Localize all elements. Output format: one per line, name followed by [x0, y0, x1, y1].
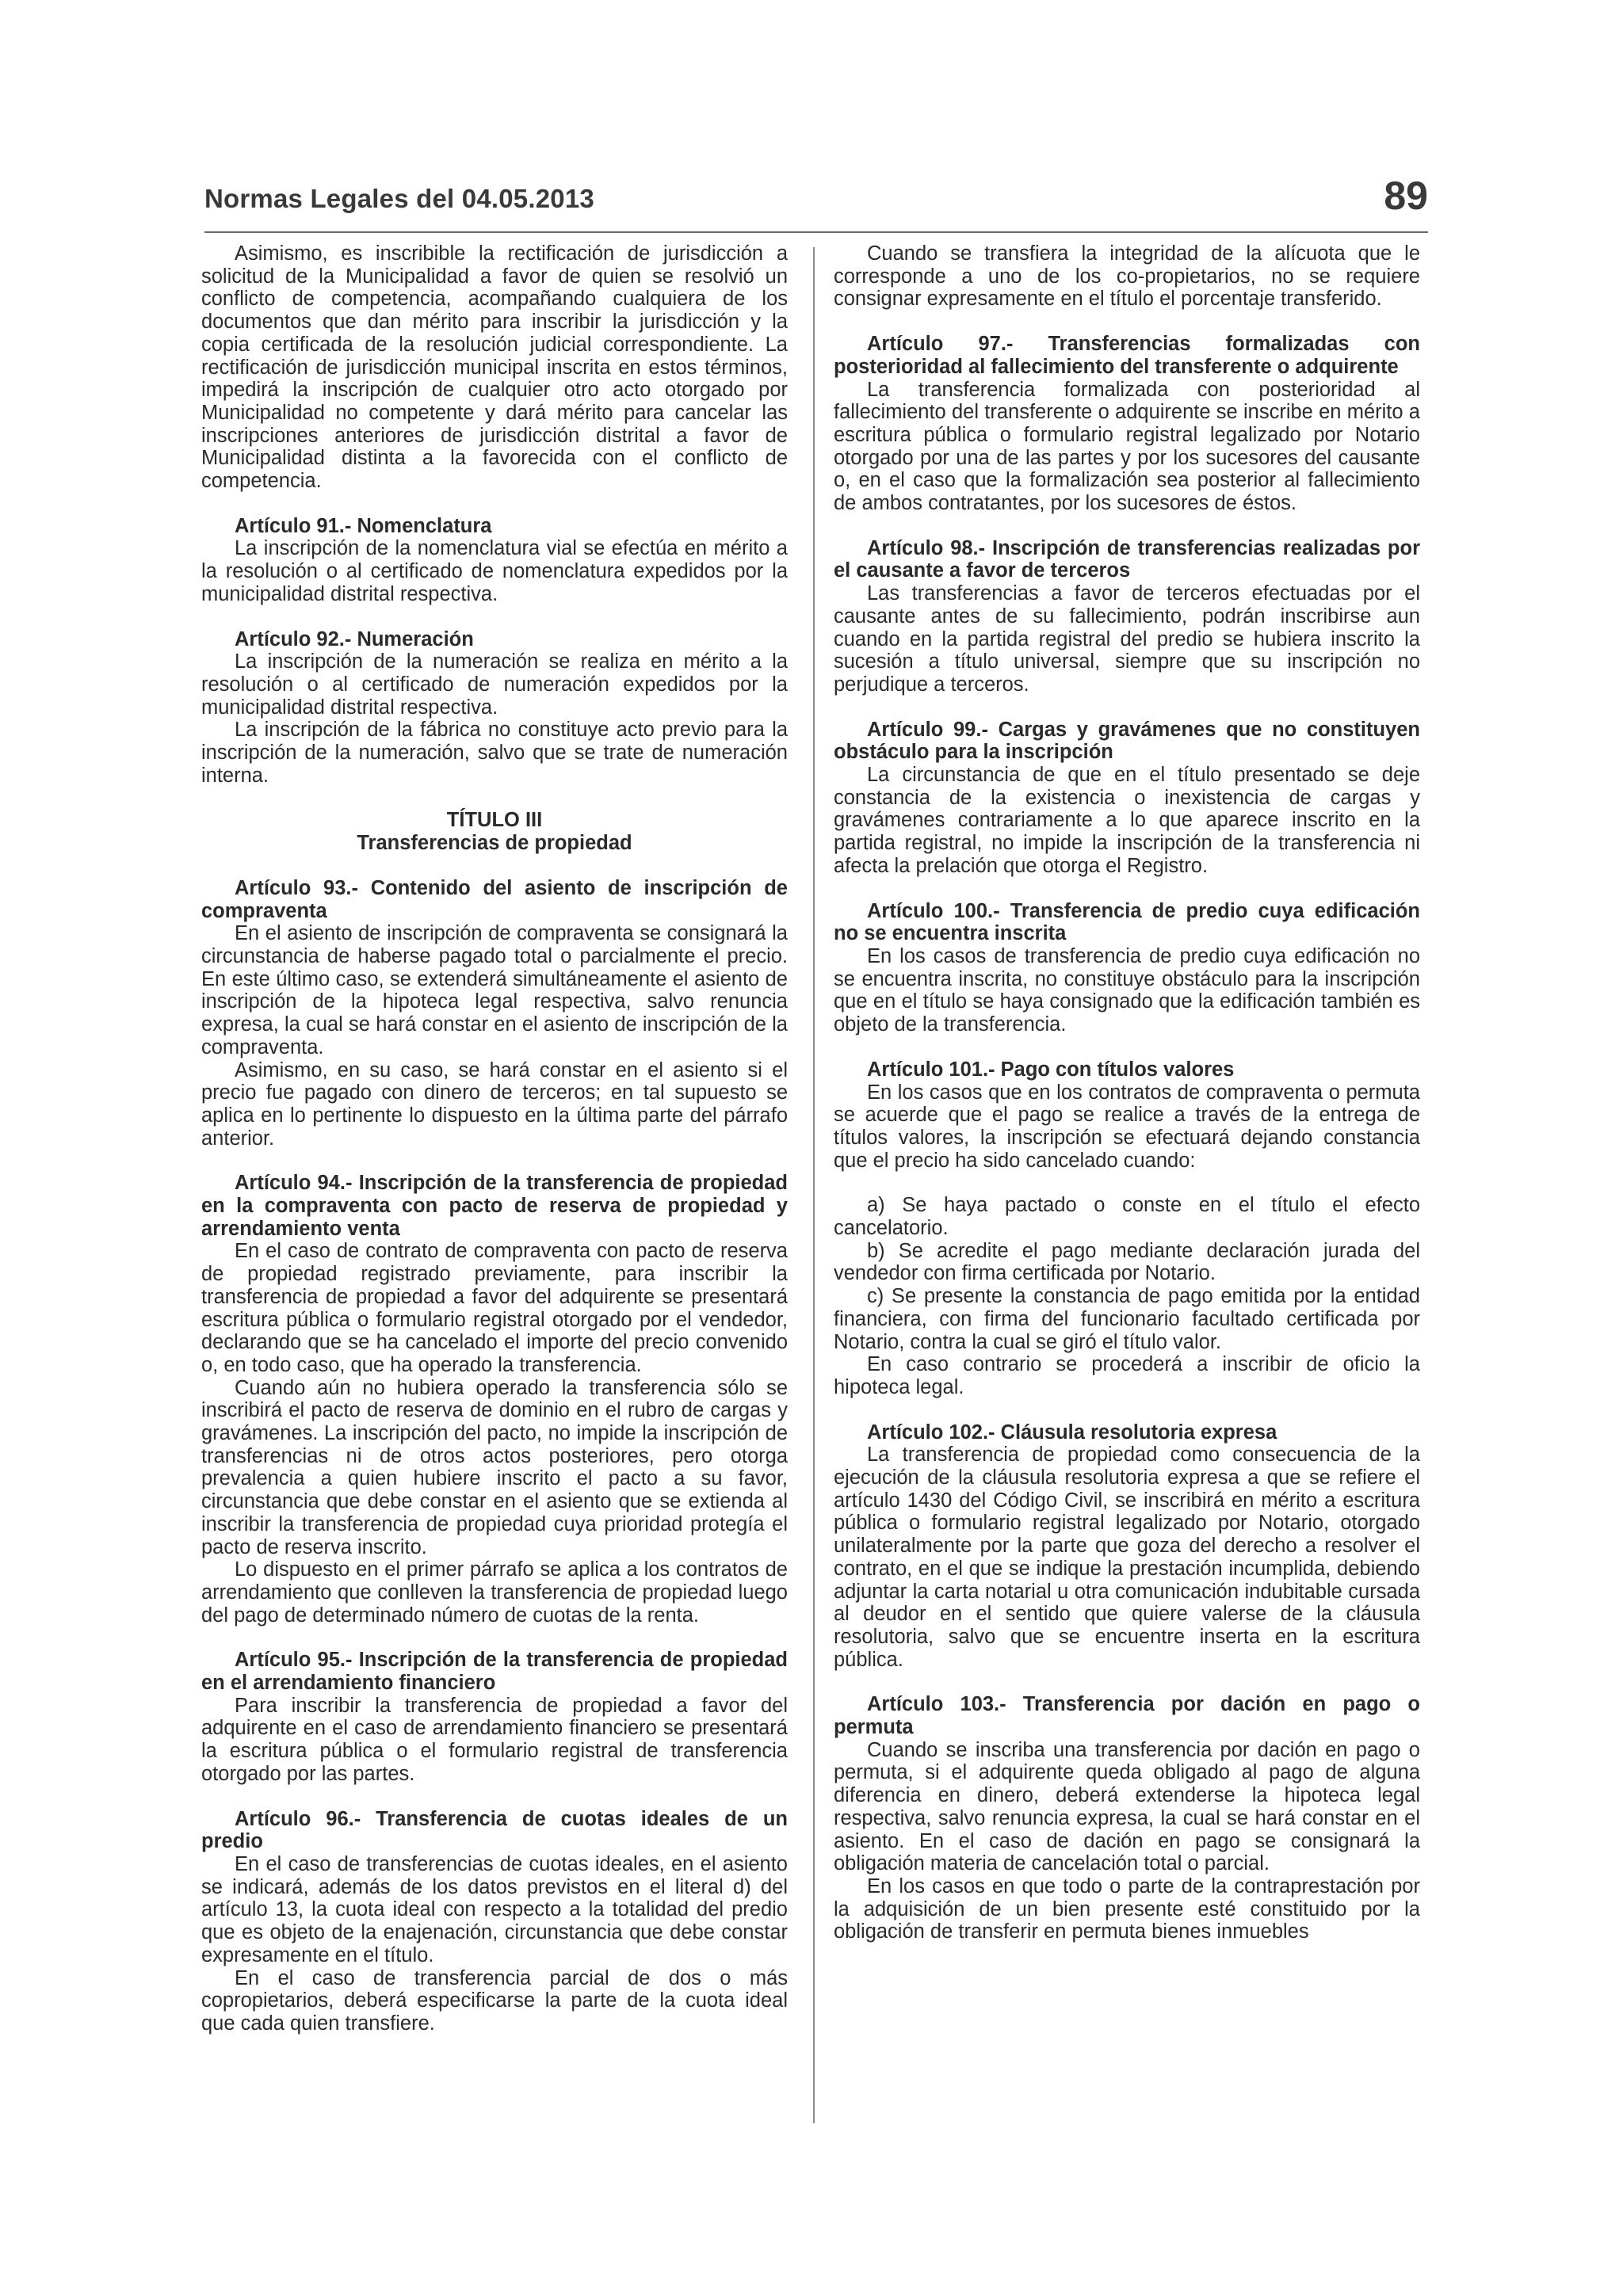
left-column — [201, 242, 788, 2035]
paragraph: En el asiento de inscripción de compraventa se consignará la circunstancia de haberse pagado total o parcialmente el precio. En este último caso, se extenderá simultáneamente el asiento de inscripción de la hipoteca legal respectiva, salvo renuncia expresa, la cual se hará constar en el asiento de inscripción de la compraventa. — [201, 922, 788, 1058]
paragraph: La transferencia de propiedad como consecuencia de la ejecución de la cláusula resolutoria expresa a que se refiere el artículo 1430 del Código Civil, se inscribirá en mérito a escritura pública o formulario registral legalizado por Notario, otorgado unilateralmente por la parte que goza del derecho a resolver el contrato, en el que se indique la prestación incumplida, debiendo adjuntar la carta notarial u otra comunicación indubitable cursada al deudor en el sentido que quiere valerse de la cláusula resolutoria, salvo que se encuentre inserta en la escritura pública. — [834, 1444, 1420, 1671]
article-heading: Artículo 97.- Transferencias formalizadas con posterioridad al fallecimiento del transferente o adquirente — [834, 333, 1420, 378]
paragraph: En los casos que en los contratos de compraventa o permuta se acuerde que el pago se realice a través de la entrega de títulos valores, la inscripción se efectuará dejando constancia que el precio ha sido cancelado cuando: — [834, 1081, 1420, 1172]
article-heading: Artículo 91.- Nomenclatura — [235, 514, 492, 537]
paragraph: Cuando se transfiera la integridad de la alícuota que le corresponde a uno de los co-propietarios, no se requiere consignar expresamente en el título el porcentaje transferido. — [834, 242, 1420, 311]
paragraph: En los casos en que todo o parte de la contraprestación por la adquisición de un bien presente esté constituido por la obligación de transferir en permuta bienes inmuebles — [834, 1875, 1420, 1943]
article-heading: Artículo 99.- Cargas y gravámenes que no constituyen obstáculo para la inscripción — [834, 718, 1420, 764]
paragraph: La inscripción de la fábrica no constituye acto previo para la inscripción de la numeración, salvo que se trate de numeración interna. — [201, 719, 788, 787]
paragraph: La circunstancia de que en el título presentado se deje constancia de la existencia o inexistencia de cargas y gravámenes contrariamente a lo que aparece inscrito en la partida registral, no impide la inscripción de la transferencia ni afecta la prelación que otorga el Registro. — [834, 764, 1420, 877]
section-subtitle: Transferencias de propiedad — [357, 832, 632, 855]
article-heading: Artículo 98.- Inscripción de transferencias realizadas por el causante a favor de terceros — [834, 536, 1420, 582]
column-divider — [813, 247, 815, 2123]
paragraph: Las transferencias a favor de terceros efectuadas por el causante antes de su fallecimiento, podrán inscribirse aun cuando en la partida registral del predio se hubiera inscrito la sucesión a título universal, siempre que su inscripción no perjudique a terceros. — [834, 582, 1420, 696]
article-heading: Artículo 95.- Inscripción de la transferencia de propiedad en el arrendamiento financiero — [201, 1649, 788, 1695]
paragraph: Para inscribir la transferencia de propiedad a favor del adquirente en el caso de arrendamiento financiero se presentará la escritura pública o el formulario registral de transferencia otorgado por las partes. — [201, 1694, 788, 1785]
paragraph: Asimismo, en su caso, se hará constar en el asiento si el precio fue pagado con dinero de terceros; en tal supuesto se aplica en lo pertinente lo dispuesto en la última parte del párrafo anterior. — [201, 1058, 788, 1150]
article-heading: Artículo 96.- Transferencia de cuotas ideales de un predio — [201, 1807, 788, 1853]
article-heading: Artículo 93.- Contenido del asiento de inscripción de compraventa — [201, 876, 788, 922]
paragraph: La inscripción de la numeración se realiza en mérito a la resolución o al certificado de numeración expedidos por la municipalidad distrital respectiva. — [201, 650, 788, 719]
paragraph: Cuando se inscriba una transferencia por dación en pago o permuta, si el adquirente queda obligado al pago de alguna diferencia en dinero, deberá extenderse la hipoteca legal respectiva, salvo renuncia expresa, la cual se hará constar en el asiento. En el caso de dación en pago se consignará la obligación materia de cancelación total o parcial. — [834, 1738, 1420, 1875]
header-divider — [204, 231, 1428, 233]
paragraph: En el caso de contrato de compraventa con pacto de reserva de propiedad registrado previamente, para inscribir la transferencia de propiedad a favor del adquirente se presentará escritura pública o formulario registral otorgado por el vendedor, declarando que se ha cancelado el importe del precio convenido o, en todo caso, que ha operado la transferencia. — [201, 1240, 788, 1376]
right-column — [834, 242, 1420, 1943]
article-heading: Artículo 103.- Transferencia por dación en pago o permuta — [834, 1693, 1420, 1739]
article-heading: Artículo 92.- Numeración — [235, 627, 474, 650]
paragraph: a) Se haya pactado o conste en el título el efecto cancelatorio. — [834, 1194, 1420, 1240]
paragraph: Asimismo, es inscribible la rectificación de jurisdicción a solicitud de la Municipalidad a favor de quien se resolvió un conflicto de competencia, acompañando cualquiera de los documentos que dan mérito para inscribir la jurisdicción y la copia certificada de la resolución judicial correspondiente. La rectificación de jurisdicción municipal inscrita en estos términos, impedirá la inscripción de cualquier otro acto otorgado por Municipalidad no competente y dará mérito para cancelar las inscripciones anteriores de jurisdicción distrital a favor de Municipalidad distinta a la favorecida con el conflicto de competencia. — [201, 242, 788, 493]
article-heading: Artículo 94.- Inscripción de la transferencia de propiedad en la compraventa con pacto de reserva de propiedad y arrendamiento venta — [201, 1172, 788, 1240]
paragraph: En el caso de transferencia parcial de dos o más copropietarios, deberá especificarse la parte de la cuota ideal que cada quien transfiere. — [201, 1966, 788, 2035]
paragraph: c) Se presente la constancia de pago emitida por la entidad financiera, con firma del funcionario facultado certificada por Notario, contra la cual se giró el título valor. — [834, 1285, 1420, 1353]
article-heading: Artículo 102.- Cláusula resolutoria expresa — [867, 1421, 1277, 1444]
page-header-title: Normas Legales del 04.05.2013 — [204, 184, 594, 213]
paragraph: En caso contrario se procederá a inscribir de oficio la hipoteca legal. — [834, 1353, 1420, 1398]
article-heading: Artículo 100.- Transferencia de predio cuya edificación no se encuentra inscrita — [834, 899, 1420, 945]
paragraph: La transferencia formalizada con posterioridad al fallecimiento del transferente o adquirente se inscribe en mérito a escritura pública o formulario registral legalizado por Notario otorgado por una de las partes y por los sucesores del causante o, en el caso que la formalización sea posterior al fallecimiento de ambos contratantes, por los sucesores de éstos. — [834, 378, 1420, 515]
paragraph: En los casos de transferencia de predio cuya edificación no se encuentra inscrita, no constituye obstáculo para la inscripción que en el título se haya consignado que la edificación también es objeto de la transferencia. — [834, 944, 1420, 1036]
paragraph: Lo dispuesto en el primer párrafo se aplica a los contratos de arrendamiento que conlleven la transferencia de propiedad luego del pago de determinado número de cuotas de la renta. — [201, 1558, 788, 1627]
article-heading: Artículo 101.- Pago con títulos valores — [867, 1058, 1235, 1081]
section-title: TÍTULO III — [446, 809, 543, 832]
page-number: 89 — [1384, 174, 1428, 218]
paragraph: La inscripción de la nomenclatura vial se efectúa en mérito a la resolución o al certificado de nomenclatura expedidos por la municipalidad distrital respectiva. — [201, 537, 788, 605]
paragraph: b) Se acredite el pago mediante declaración jurada del vendedor con firma certificada por Notario. — [834, 1239, 1420, 1285]
paragraph: En el caso de transferencias de cuotas ideales, en el asiento se indicará, además de los datos previstos en el literal d) del artículo 13, la cuota ideal con respecto a la totalidad del predio que es objeto de la enajenación, circunstancia que debe constar expresamente en el título. — [201, 1853, 788, 1966]
paragraph: Cuando aún no hubiera operado la transferencia sólo se inscribirá el pacto de reserva de dominio en el rubro de cargas y gravámenes. La inscripción del pacto, no impide la inscripción de transferencias ni de otros actos posteriores, pero otorga prevalencia a quien hubiere inscrito el pacto a su favor, circunstancia que debe constar en el asiento que se extienda al inscribir la transferencia de propiedad cuya prioridad protegía el pacto de reserva inscrito. — [201, 1376, 788, 1558]
